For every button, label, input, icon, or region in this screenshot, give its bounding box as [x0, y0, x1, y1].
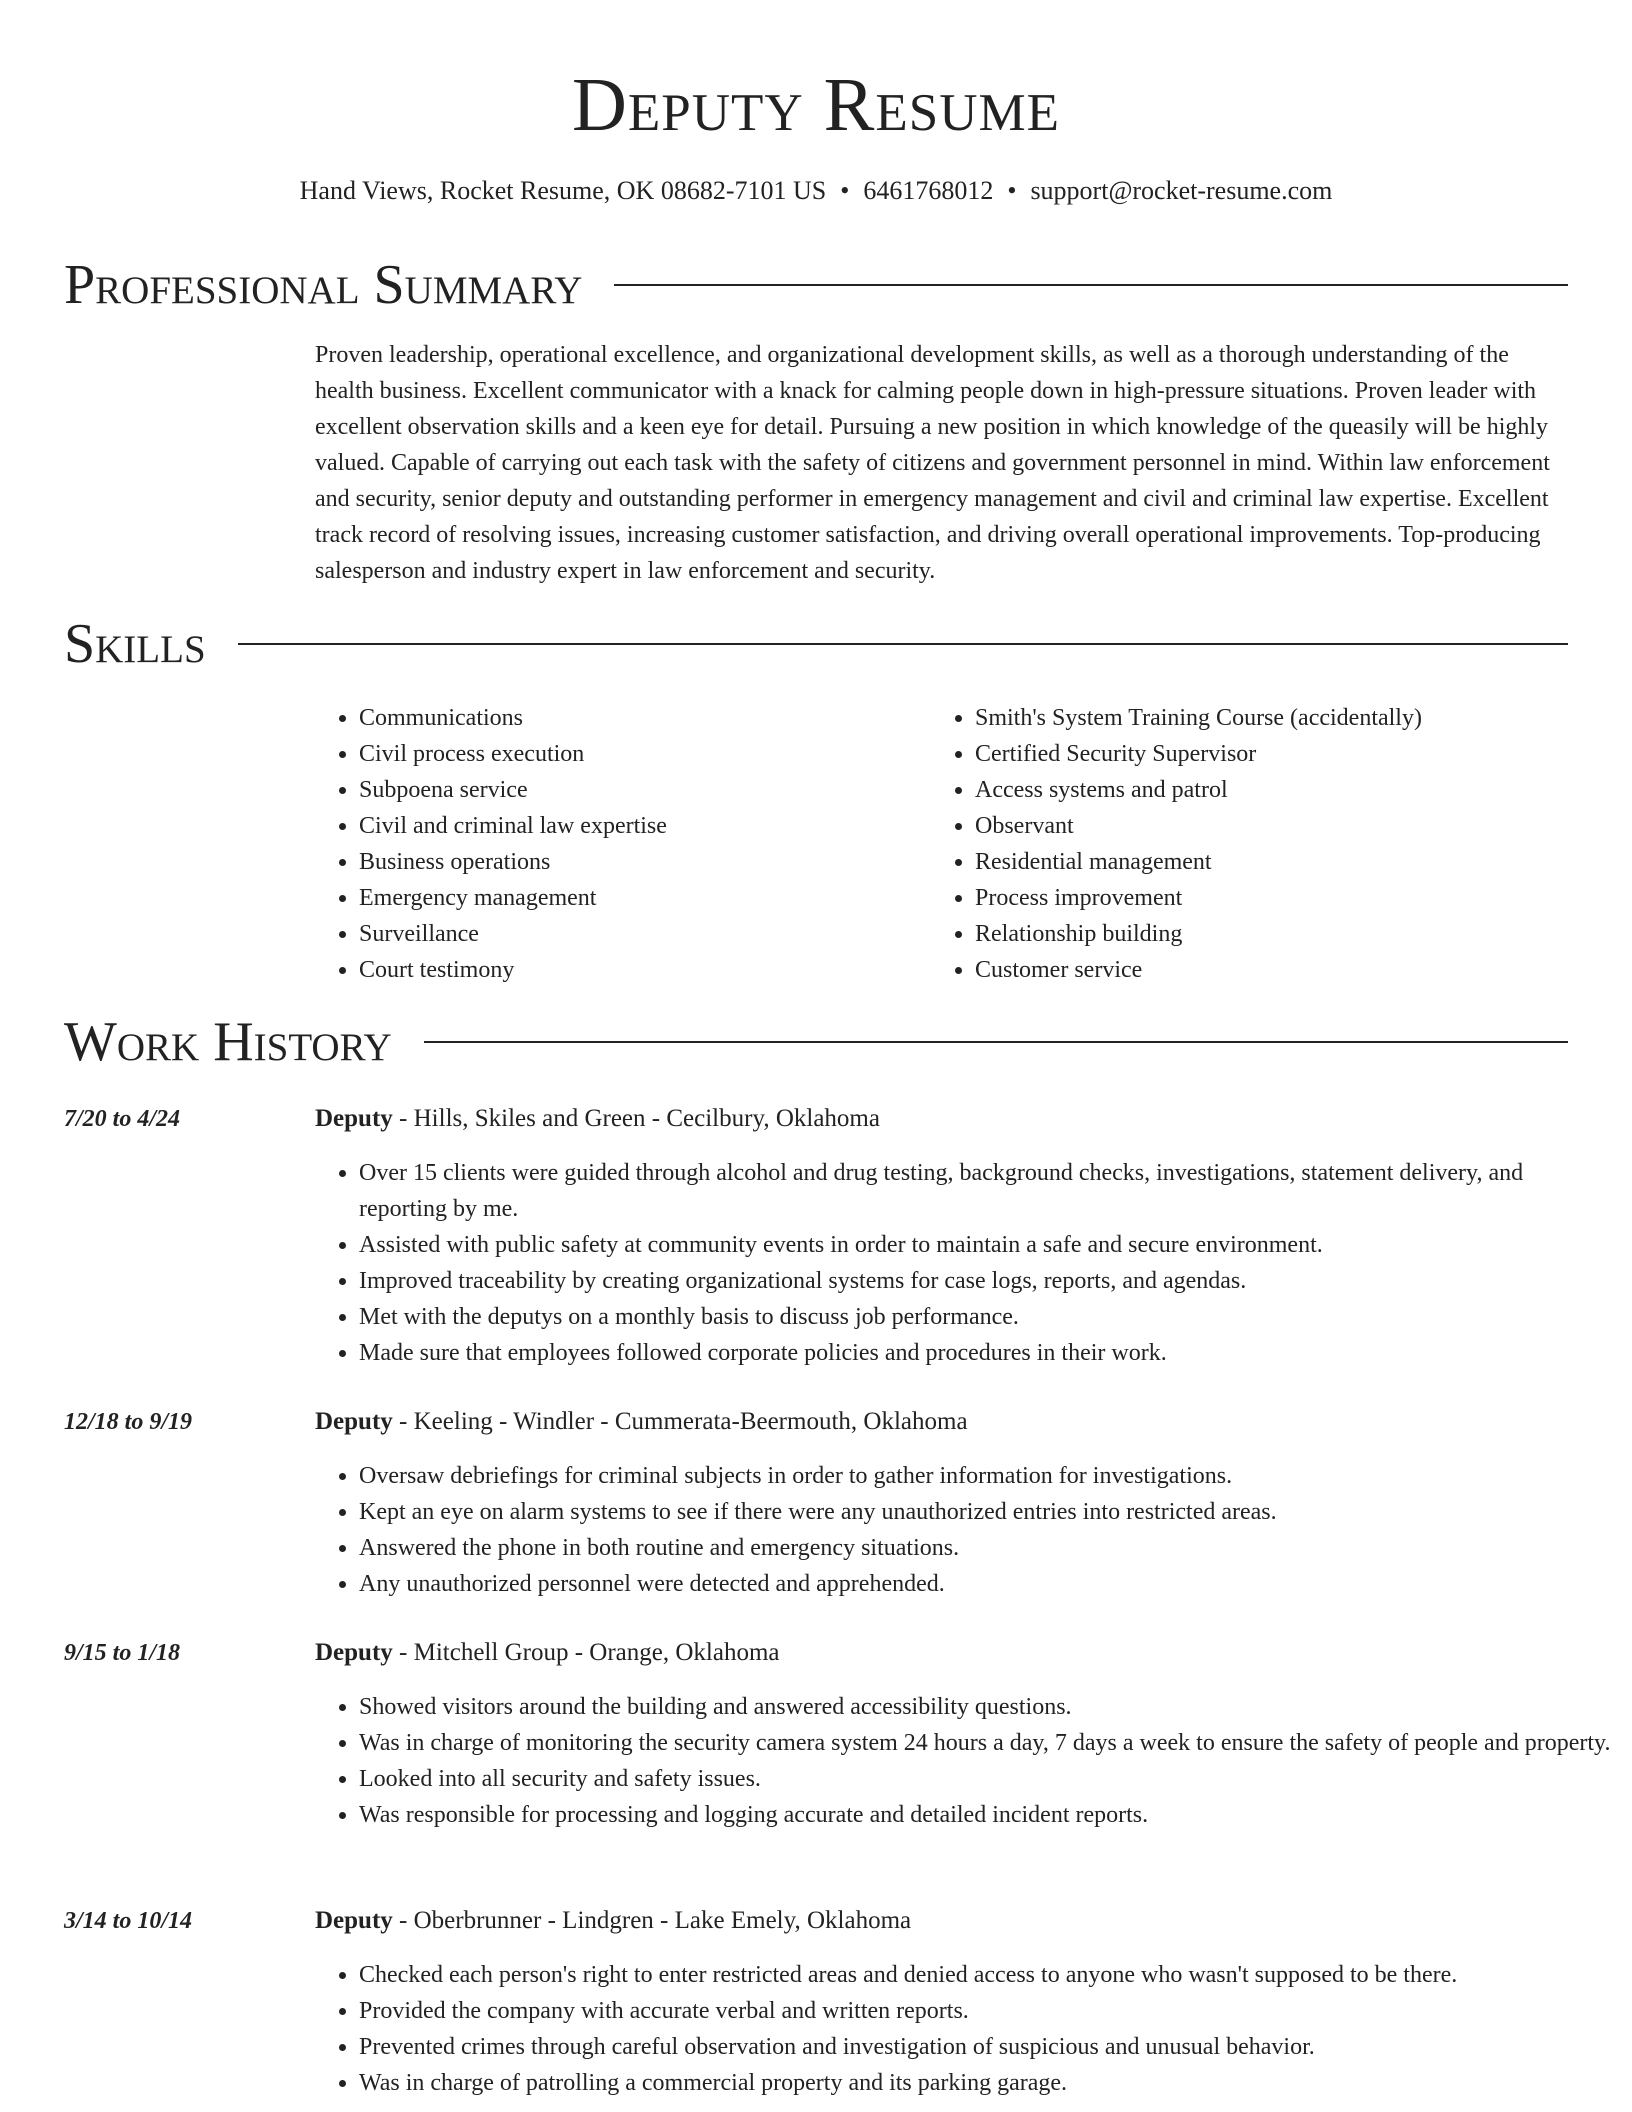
- job-dates: 7/20 to 4/24: [64, 1106, 181, 1132]
- skills-section-header: [64, 609, 1568, 679]
- summary-section-title: Professional Summary: [64, 254, 583, 316]
- contact-phone: 6461768012: [863, 176, 994, 205]
- job-bullet: • Was in charge of patrolling a commercial property and its parking garage.: [359, 2065, 1612, 2101]
- work-section-header: [64, 1007, 1568, 1077]
- contact-separator: •: [840, 176, 850, 205]
- skill-item: • Emergency management: [359, 880, 919, 916]
- job-role: Deputy: [315, 1639, 393, 1666]
- contact-line: [0, 174, 1632, 208]
- skills-section-title: Skills: [64, 613, 206, 675]
- job-bullet: • Looked into all security and safety issues.: [359, 1761, 1612, 1797]
- contact-separator: •: [1007, 176, 1017, 205]
- skill-item: • Observant: [975, 808, 1612, 844]
- job-employer: - Hills, Skiles and Green - Cecilbury, Oklahoma: [392, 1105, 880, 1132]
- job-bullet: • Over 15 clients were guided through alcohol and drug testing, background checks, investigations, statement delivery, and reporting by me.: [359, 1155, 1612, 1227]
- job-role: Deputy: [315, 1408, 393, 1435]
- job-heading: [315, 1903, 911, 1939]
- skill-item: • Relationship building: [975, 916, 1612, 952]
- job-bullet: • Kept an eye on alarm systems to see if there were any unauthorized entries into restricted areas.: [359, 1494, 1612, 1530]
- job-bullets: [315, 1458, 1612, 1602]
- summary-section-header: [64, 250, 1568, 320]
- job-bullet: • Was responsible for processing and logging accurate and detailed incident reports.: [359, 1797, 1612, 1833]
- section-divider: [238, 643, 1568, 645]
- job-bullets: [315, 1689, 1612, 1833]
- job-role: Deputy: [315, 1105, 393, 1132]
- job-dates: 3/14 to 10/14: [64, 1908, 193, 1934]
- skill-item: • Access systems and patrol: [975, 772, 1612, 808]
- job-bullet: • Oversaw debriefings for criminal subjects in order to gather information for investigations.: [359, 1458, 1612, 1494]
- job-heading: [315, 1404, 968, 1440]
- skill-item: • Residential management: [975, 844, 1612, 880]
- contact-email: support@rocket-resume.com: [1030, 176, 1333, 205]
- job-bullet: • Checked each person's right to enter restricted areas and denied access to anyone who wasn't supposed to be there.: [359, 1957, 1612, 1993]
- skill-item: • Certified Security Supervisor: [975, 736, 1612, 772]
- resume-name: Deputy Resume: [572, 63, 1060, 147]
- skills-list-right: [931, 700, 1612, 988]
- job-employer: - Keeling - Windler - Cummerata-Beermouth, Oklahoma: [392, 1408, 968, 1435]
- job-bullet: • Met with the deputys on a monthly basis to discuss job performance.: [359, 1299, 1612, 1335]
- job-bullet: • Improved traceability by creating organizational systems for case logs, reports, and agendas.: [359, 1263, 1612, 1299]
- job-bullet: • Assisted with public safety at community events in order to maintain a safe and secure environment.: [359, 1227, 1612, 1263]
- section-divider: [424, 1041, 1568, 1043]
- job-bullet: • Prevented crimes through careful observation and investigation of suspicious and unusual behavior.: [359, 2029, 1612, 2065]
- skill-item: • Subpoena service: [359, 772, 919, 808]
- job-bullets: [315, 1155, 1612, 1371]
- skill-item: • Court testimony: [359, 952, 919, 988]
- job-bullet: • Made sure that employees followed corporate policies and procedures in their work.: [359, 1335, 1612, 1371]
- job-employer: - Mitchell Group - Orange, Oklahoma: [392, 1639, 780, 1666]
- job-bullet: • Answered the phone in both routine and emergency situations.: [359, 1530, 1612, 1566]
- work-section-title: Work History: [64, 1011, 392, 1073]
- skill-item: • Civil process execution: [359, 736, 919, 772]
- skill-item: • Civil and criminal law expertise: [359, 808, 919, 844]
- skill-item: • Smith's System Training Course (accidentally): [975, 700, 1612, 736]
- job-heading: [315, 1101, 880, 1137]
- job-bullet: • Any unauthorized personnel were detected and apprehended.: [359, 1566, 1612, 1602]
- job-employer: - Oberbrunner - Lindgren - Lake Emely, Oklahoma: [392, 1907, 912, 1934]
- job-heading: [315, 1635, 780, 1671]
- contact-address: Hand Views, Rocket Resume, OK 08682-7101 US: [299, 176, 827, 205]
- skill-item: • Process improvement: [975, 880, 1612, 916]
- skill-item: • Customer service: [975, 952, 1612, 988]
- job-role: Deputy: [315, 1907, 393, 1934]
- job-bullet: • Provided the company with accurate verbal and written reports.: [359, 1993, 1612, 2029]
- job-dates: 12/18 to 9/19: [64, 1409, 193, 1435]
- section-divider: [614, 284, 1568, 286]
- skill-item: • Business operations: [359, 844, 919, 880]
- skills-list-left: [315, 700, 919, 988]
- job-bullet: • Showed visitors around the building and answered accessibility questions.: [359, 1689, 1612, 1725]
- job-bullets: [315, 1957, 1612, 2101]
- job-bullet: • Was in charge of monitoring the security camera system 24 hours a day, 7 days a week to ensure the safety of people and property.: [359, 1725, 1612, 1761]
- job-dates: 9/15 to 1/18: [64, 1640, 181, 1666]
- skill-item: • Surveillance: [359, 916, 919, 952]
- skill-item: • Communications: [359, 700, 919, 736]
- summary-text: Proven leadership, operational excellence, and organizational development skills, as well as a thorough understanding of the health business. Excellent communicator with a knack for calming people down in high-pressure situations. Proven leader with excellent observation skills and a keen eye for detail. Pursuing a new position in which knowledge of the queasily will be highly valued. Capable of carrying out each task with the safety of citizens and government personnel in mind. Within law enforcement and security, senior deputy and outstanding performer in emergency management and civil and criminal law expertise. Excellent track record of resolving issues, increasing customer satisfaction, and driving overall operational improvements. Top-producing salesperson and industry expert in law enforcement and security.: [315, 342, 1550, 584]
